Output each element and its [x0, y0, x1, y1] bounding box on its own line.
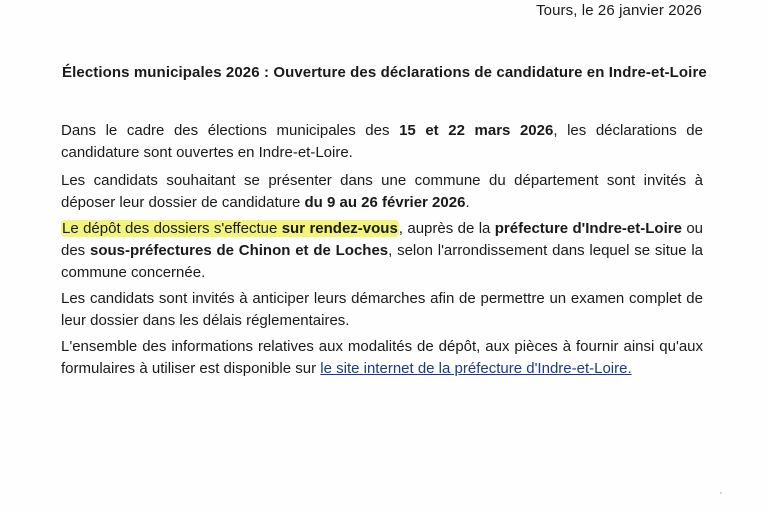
document-date: Tours, le 26 janvier 2026 [536, 2, 702, 19]
paragraph-information [61, 336, 703, 380]
paragraph-anticipation [61, 288, 703, 332]
appointment-note: sur rendez-vous [281, 220, 398, 237]
text-segment: , auprès de la [398, 220, 495, 237]
text-segment: . [465, 194, 470, 211]
text-segment: Dans le cadre des élections municipales des [61, 122, 400, 139]
text-segment: Les candidats souhaitant se présenter dans une commune du département sont invités à déposer leur dossier de candidature [61, 172, 703, 211]
text-segment: ou des [61, 220, 703, 259]
paragraph-filing-period [61, 170, 703, 214]
prefecture-name: préfecture d'Indre-et-Loire [494, 220, 682, 237]
text-segment: L'ensemble des informations relatives aux modalités de dépôt, aux pièces à fournir ainsi qu'aux formulaires à utiliser est disponible sur [61, 338, 703, 377]
prefecture-website-link[interactable]: le site internet de la préfecture d'Indre-et-Loire. [320, 360, 632, 377]
text-segment: , les déclarations de candidature sont ouvertes en Indre-et-Loire. [61, 122, 703, 161]
sub-prefectures-name: sous-préfectures de Chinon et de Loches [89, 242, 389, 259]
scan-speck [720, 492, 722, 494]
paragraph-filing-location [61, 218, 703, 284]
filing-period: du 9 au 26 février 2026 [304, 194, 466, 211]
election-dates: 15 et 22 mars 2026 [399, 122, 554, 139]
paragraph-election-dates [61, 120, 703, 164]
document-title: Élections municipales 2026 : Ouverture des déclarations de candidature en Indre-et-Loire [62, 64, 707, 81]
text-segment: Le dépôt des dossiers s'effectue [62, 220, 282, 237]
text-segment: Les candidats sont invités à anticiper leurs démarches afin de permettre un examen complet de leur dossier dans les délais réglementaires. [61, 290, 703, 329]
text-segment: , selon l'arrondissement dans lequel se situe la commune concernée. [61, 242, 704, 281]
highlighted-text [61, 220, 399, 237]
